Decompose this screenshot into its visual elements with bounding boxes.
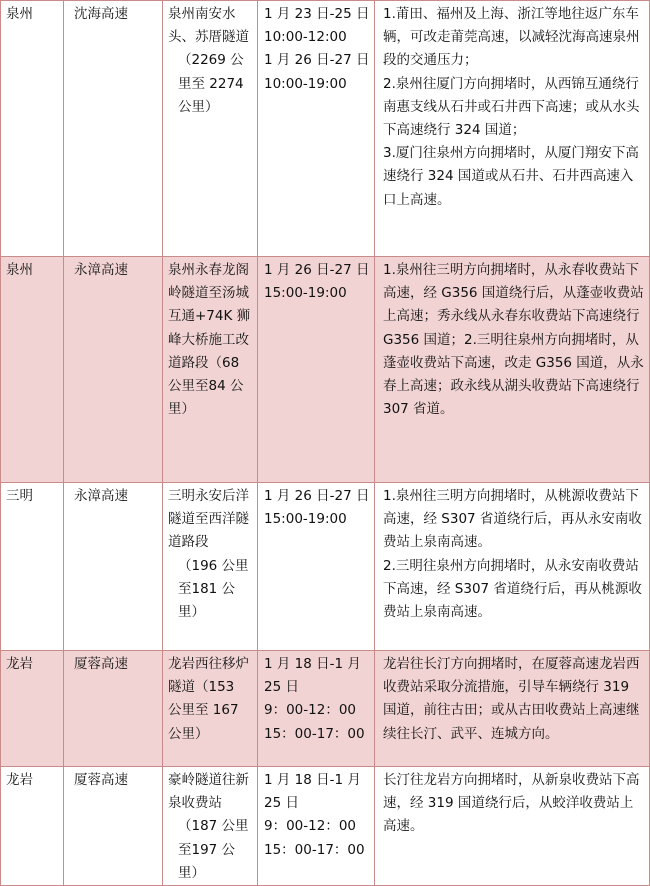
location-text: 泉州永春龙阁岭隧道至汤城互通+74K 狮峰大桥施工改道路段（68 公里至84 公里） — [168, 262, 251, 418]
time-line: 1 月 18 日-1 月 25 日 — [264, 656, 361, 696]
time-line: 1 月 26 日-27 日 — [264, 488, 370, 504]
location-cell — [163, 257, 258, 483]
table-row — [1, 483, 650, 651]
location-text: 豪岭隧道往新泉收费站 — [168, 772, 249, 812]
detour-text: 1.泉州往三明方向拥堵时，从永春收费站下高速，经 G356 国道绕行后，从蓬壶收费站上高速；秀永线从永春东收费站下高速绕行 G356 国道；2.三明往泉州方向拥堵时，从蓬壶收费站下高速，改走 G356 国道，从永春上高速；政永线从湖头收费站下高速绕行 307 省道。 — [383, 262, 644, 418]
time-line: 15：00-17：00 — [264, 841, 365, 858]
location-cell — [163, 651, 258, 767]
table-row — [1, 767, 650, 886]
detour-text: 2.泉州往厦门方向拥堵时，从西锦互通绕行南惠支线从石井或石井西下高速；或从水头下高速绕行 324 国道； — [383, 75, 640, 139]
time-line: 10:00-19:00 — [264, 75, 347, 92]
city-cell: 泉州 — [1, 257, 64, 483]
time-cell — [258, 1, 375, 257]
table-row — [1, 651, 650, 767]
detour-cell — [375, 651, 650, 767]
detour-text: 3.厦门往泉州方向拥堵时，从厦门翔安下高速绕行 324 国道或从石井、石井西高速入口上高速。 — [383, 145, 639, 208]
city-cell: 三明 — [1, 483, 64, 651]
location-cell — [163, 483, 258, 651]
detour-cell — [375, 483, 650, 651]
location-range: （2269 公里至 2274 公里） — [178, 52, 244, 115]
time-cell — [258, 767, 375, 886]
time-line: 15:00-19:00 — [264, 285, 347, 302]
table-row — [1, 257, 650, 483]
detour-text: 1.莆田、福州及上海、浙江等地往返广东车辆，可改走莆莞高速，以减轻沈海高速泉州段的交通压力； — [383, 6, 640, 69]
location-cell — [163, 767, 258, 886]
highway-cell: 沈海高速 — [64, 1, 163, 257]
city-cell: 泉州 — [1, 1, 64, 257]
time-line: 9：00-12：00 — [264, 818, 356, 835]
time-line: 1 月 26 日-27 日 — [264, 52, 370, 69]
location-range: （187 公里至197 公里） — [178, 818, 249, 881]
detour-text: 2.三明往泉州方向拥堵时，从永安南收费站下高速，经 S307 省道绕行后，再从桃源收费站上泉南高速。 — [383, 557, 642, 621]
city-cell: 龙岩 — [1, 767, 64, 886]
city-cell: 龙岩 — [1, 651, 64, 767]
location-cell — [163, 1, 258, 257]
time-cell — [258, 483, 375, 651]
time-line: 1 月 18 日-1 月 25 日 — [264, 772, 361, 812]
time-line: 9：00-12：00 — [264, 702, 356, 719]
time-line: 15:00-19:00 — [264, 511, 347, 528]
detour-text: 1.泉州往三明方向拥堵时，从桃源收费站下高速，经 S307 省道绕行后，再从永安南收费站上泉南高速。 — [383, 488, 642, 551]
time-line: 10:00-12:00 — [264, 29, 347, 46]
highway-cell: 厦蓉高速 — [64, 651, 163, 767]
location-range: （196 公里至181 公里） — [178, 557, 249, 621]
detour-text: 龙岩往长汀方向拥堵时，在厦蓉高速龙岩西收费站采取分流措施，引导车辆绕行 319 国道，前往古田；或从古田收费站上高速继续往长汀、武平、连城方向。 — [383, 656, 640, 742]
highway-cell: 永漳高速 — [64, 257, 163, 483]
detour-cell — [375, 767, 650, 886]
highway-cell: 永漳高速 — [64, 483, 163, 651]
time-cell — [258, 257, 375, 483]
time-line: 1 月 23 日-25 日 — [264, 6, 370, 22]
detour-cell — [375, 1, 650, 257]
detour-cell — [375, 257, 650, 483]
highway-cell: 厦蓉高速 — [64, 767, 163, 886]
time-cell — [258, 651, 375, 767]
location-text: 三明永安后洋隧道至西洋隧道路段 — [168, 488, 249, 551]
detour-text: 长汀往龙岩方向拥堵时，从新泉收费站下高速，经 319 国道绕行后，从蛟洋收费站上高速。 — [383, 772, 640, 835]
time-line: 1 月 26 日-27 日 — [264, 262, 370, 278]
time-line: 15：00-17：00 — [264, 725, 365, 742]
location-text: 龙岩西往移炉隧道（153 公里至 167 公里） — [168, 656, 249, 742]
table-row — [1, 1, 650, 257]
location-text: 泉州南安水头、苏厝隧道 — [168, 6, 249, 46]
